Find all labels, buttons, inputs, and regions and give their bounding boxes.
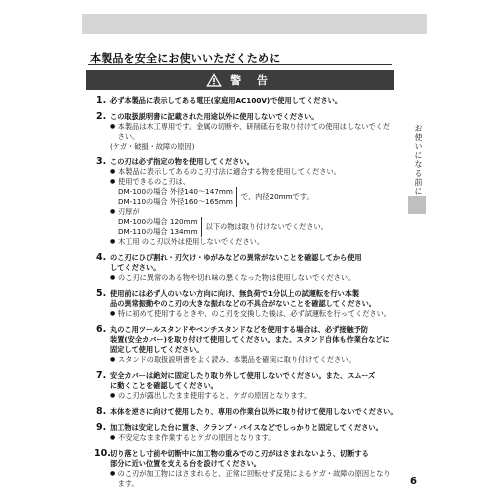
item-details xyxy=(110,355,396,365)
item-number: 9. xyxy=(96,422,107,433)
item-details xyxy=(110,469,396,489)
bullet-line: ● のこ刃に異常のある物や切れ味の悪くなった物は使用しないでください。 xyxy=(110,273,356,282)
bullet-line: ● のこ刃が露出したまま使用すると、ケガの原因となります。 xyxy=(110,391,312,400)
side-tab-marker xyxy=(408,196,426,214)
item-heading-line: のこ刃にひび割れ・刃欠け・ゆがみなどの異常がないことを確認してから使用 xyxy=(110,253,362,262)
top-header-band xyxy=(82,14,427,34)
item-number: 10. xyxy=(94,448,111,459)
bullet-icon: ● xyxy=(110,470,116,477)
item-heading-line: 装置(安全カバー)を取り付けて使用してください。また、スタンド自体も作業台などに xyxy=(110,335,390,344)
spec-line: DM-110の場合 134mm xyxy=(118,227,198,236)
bullet-icon: ● xyxy=(110,434,116,441)
item-details xyxy=(110,433,396,443)
warning-item-heading xyxy=(96,253,396,273)
item-heading-line: に動くことを確認してください。 xyxy=(110,381,218,390)
warning-item-heading xyxy=(96,449,396,469)
bullet-icon: ● xyxy=(110,274,116,281)
spec-note: 以下の物は取り付けないでください。 xyxy=(205,222,328,231)
warning-item-heading xyxy=(96,407,396,417)
item-heading-line: 加工物は安定した台に置き、クランプ・バイスなどでしっかりと固定してください。 xyxy=(110,423,383,432)
bullet-line: ● 本製品は木工専用です。金属の切断や、研削砥石を取り付けての使用はしないでください。 xyxy=(110,122,391,141)
spec-line: DM-100の場合 120mm xyxy=(118,217,198,226)
warning-item xyxy=(96,371,396,401)
bullet-icon: ● xyxy=(110,392,116,399)
item-heading-line: 使用前には必ず人のいない方向に向け、無負荷で1分以上の試運転を行い本製 xyxy=(110,289,360,298)
bullet-line: ● 使用できるのこ刃は、 xyxy=(110,177,190,186)
item-heading-line: 安全カバーは絶対に固定したり取り外して使用しないでください。また、スムーズ xyxy=(110,371,376,380)
warning-item-heading xyxy=(96,96,396,106)
item-details xyxy=(110,309,396,319)
title-divider xyxy=(88,64,392,65)
item-number: 7. xyxy=(96,370,107,381)
item-heading-line: この刃は必ず指定の物を使用してください。 xyxy=(110,157,254,166)
spec-group xyxy=(118,187,396,207)
warning-item xyxy=(96,96,396,106)
item-number: 3. xyxy=(96,156,107,167)
bullet-line: ● 不安定なまま作業するとケガの原因となります。 xyxy=(110,433,276,442)
item-number: 8. xyxy=(96,406,107,417)
page-number: 6 xyxy=(410,476,417,487)
spec-note: で、内径20mmです。 xyxy=(240,192,314,201)
item-details xyxy=(110,391,396,401)
item-number: 1. xyxy=(96,95,107,106)
warning-item-heading xyxy=(96,371,396,391)
note-line: (ケガ・破損・故障の原因) xyxy=(110,142,195,151)
item-details xyxy=(110,167,396,247)
item-number: 6. xyxy=(96,324,107,335)
item-details xyxy=(110,122,396,152)
bullet-line: ● 特に初めて使用するときや、のこ刃を交換した後は、必ず試運転を行ってください。 xyxy=(110,309,391,318)
warning-item xyxy=(96,423,396,443)
item-heading-line: してください。 xyxy=(110,263,161,272)
warning-label: 警 告 xyxy=(230,74,274,87)
warning-item xyxy=(96,157,396,247)
warning-triangle-icon xyxy=(206,73,222,87)
item-number: 5. xyxy=(96,288,107,299)
spec-line: DM-100の場合 外径140～147mm xyxy=(118,187,233,196)
bullet-icon: ● xyxy=(110,208,116,215)
warning-item xyxy=(96,449,396,489)
item-details xyxy=(110,273,396,283)
item-heading-line: 品の異常振動やのこ刃の大きな振れなどの不具合がないことを確認してください。 xyxy=(110,299,376,308)
bullet-line: ● 本製品に表示してあるのこ刃寸法に適合する物を使用してください。 xyxy=(110,167,341,176)
warning-list xyxy=(96,96,396,489)
warning-item-heading xyxy=(96,157,396,167)
item-number: 4. xyxy=(96,252,107,263)
side-tab-label: お使いになる前に xyxy=(414,124,423,196)
warning-item-heading xyxy=(96,289,396,309)
spec-line: DM-110の場合 外径160～165mm xyxy=(118,197,233,206)
warning-item xyxy=(96,407,396,417)
warning-banner xyxy=(86,70,394,90)
bullet-line: ● 木工用 のこ刃以外は使用しないでください。 xyxy=(110,237,265,246)
warning-item-heading xyxy=(96,325,396,355)
item-heading-line: 必ず本製品に表示してある電圧(家庭用AC100V)で使用してください。 xyxy=(110,96,343,105)
warning-item xyxy=(96,325,396,365)
item-heading-line: 切り落とし寸前や切断中に加工物の重みでのこ刃がはさまれないよう、切断する xyxy=(110,449,369,458)
warning-item xyxy=(96,289,396,319)
bullet-icon: ● xyxy=(110,178,116,185)
item-heading-line: この取扱説明書に記載された用途以外に使用しないでください。 xyxy=(110,112,319,121)
warning-item xyxy=(96,253,396,283)
spec-group xyxy=(118,217,396,237)
item-heading-line: 部分に近い位置を支える台を設けてください。 xyxy=(110,459,261,468)
warning-item-heading xyxy=(96,112,396,122)
warning-item xyxy=(96,112,396,152)
page-title: 本製品を安全にお使いいただくために xyxy=(90,52,281,65)
item-heading-line: 丸のこ用ツールスタンドやベンチスタンドなどを使用する場合は、必ず接触予防 xyxy=(110,325,369,334)
bullet-icon: ● xyxy=(110,356,116,363)
bullet-icon: ● xyxy=(110,168,116,175)
bullet-line: ● のこ刃が加工物にはさまれると、正常に回転せず反発によるケガ・故障の原因となります。 xyxy=(110,469,391,488)
bullet-icon: ● xyxy=(110,123,116,130)
item-heading-line: 本体を逆さに向けて使用したり、専用の作業台以外に取り付けて使用しないでください。 xyxy=(110,407,398,416)
bullet-icon: ● xyxy=(110,238,116,245)
warning-item-heading xyxy=(96,423,396,433)
bullet-icon: ● xyxy=(110,310,116,317)
bullet-line: ● スタンドの取扱説明書をよく読み、本製品を確実に取り付けてください。 xyxy=(110,355,356,364)
item-number: 2. xyxy=(96,111,107,122)
item-heading-line: 固定して使用してください。 xyxy=(110,345,204,354)
bullet-line: ● 刃厚が xyxy=(110,207,140,216)
